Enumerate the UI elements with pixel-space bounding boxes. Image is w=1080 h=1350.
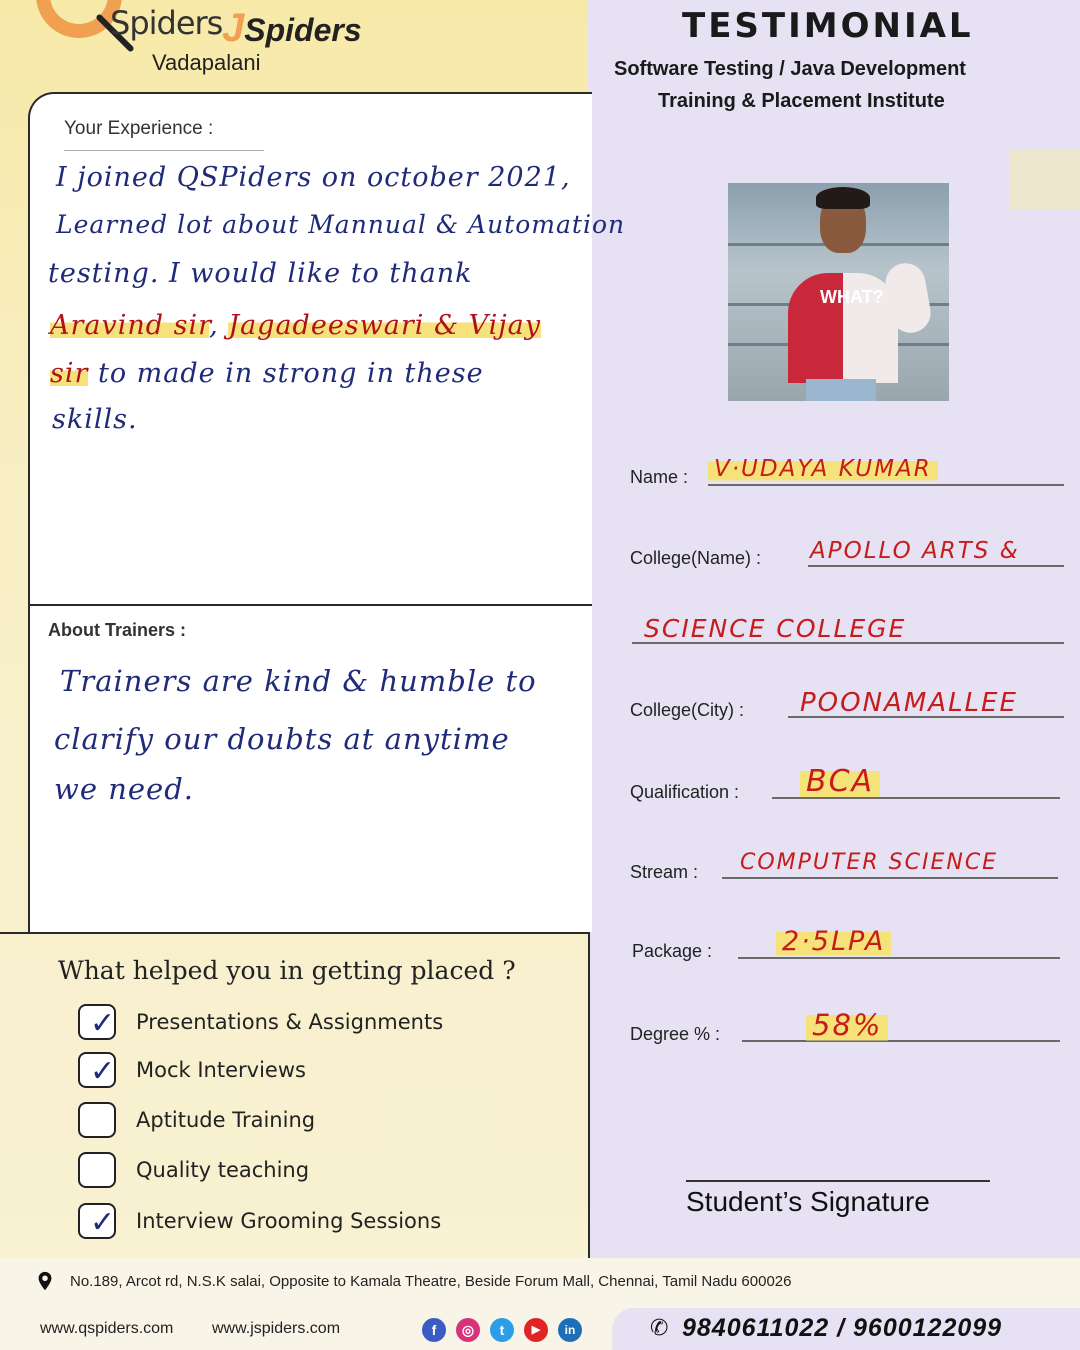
package-label: Package : — [632, 941, 713, 961]
name-highlight: V·UDAYA KUMAR — [708, 456, 938, 482]
jspiders-rest: Spiders — [244, 12, 362, 48]
checkmark-icon: ✓ — [90, 1205, 116, 1240]
degree-highlight: 58% — [806, 1008, 888, 1042]
package-underline — [738, 957, 1060, 959]
location-pin-icon — [34, 1270, 56, 1292]
experience-line-5 — [50, 358, 484, 389]
experience-label: Your Experience : — [64, 118, 214, 139]
instagram-icon[interactable]: ◎ — [456, 1318, 480, 1342]
college-city-value: POONAMALLEE — [800, 688, 1018, 718]
experience-label-underline — [64, 150, 264, 151]
checklist-item-label: Presentations & Assignments — [136, 1010, 444, 1034]
experience-line-1: I joined QSPiders on october 2021, — [56, 162, 571, 193]
experience-line-4 — [50, 310, 541, 341]
jspiders-wordmark — [222, 6, 362, 51]
experience-line-4-sep: , — [209, 310, 229, 341]
subtitle-line-2: Training & Placement Institute — [658, 90, 945, 112]
degree-value — [806, 1008, 888, 1042]
trainer-name-highlight-3: sir — [50, 358, 89, 389]
college-city-label: College(City) : — [630, 700, 745, 720]
trainer-name-highlight-1: Aravind sir — [50, 310, 210, 341]
degree-underline — [742, 1040, 1060, 1042]
experience-line-3: testing. I would like to thank — [48, 258, 473, 289]
experience-line-5-rest: to made in strong in these — [88, 358, 484, 389]
qualification-highlight: BCA — [800, 764, 880, 799]
college-name-label: College(Name) : — [630, 548, 762, 568]
website-link-qspiders[interactable]: www.qspiders.com — [40, 1320, 174, 1337]
college-name-value-2: SCIENCE COLLEGE — [644, 614, 907, 643]
branch-name: Vadapalani — [152, 50, 261, 75]
name-value — [708, 456, 938, 482]
checkmark-icon: ✓ — [90, 1006, 116, 1041]
checkbox[interactable] — [78, 1052, 116, 1088]
qualification-label: Qualification : — [630, 782, 740, 802]
name-underline — [708, 484, 1064, 486]
trainer-name-highlight-2: Jagadeeswari & Vijay — [228, 310, 541, 341]
experience-line-2: Learned lot about Mannual & Automation — [56, 210, 626, 239]
paper-strip — [1010, 150, 1080, 210]
checklist-title: What helped you in getting placed ? — [58, 956, 516, 985]
trainers-line-3: we need. — [54, 772, 194, 806]
jspiders-j-letter: J — [222, 6, 245, 50]
trainers-card — [28, 604, 592, 932]
person-hair — [816, 187, 870, 209]
college-name-value: APOLLO ARTS & — [810, 538, 1020, 564]
checkbox[interactable] — [78, 1152, 116, 1188]
qspiders-wordmark: Spiders — [110, 4, 223, 42]
signature-line — [686, 1180, 990, 1182]
checkbox[interactable] — [78, 1203, 116, 1239]
trainers-line-2: clarify our doubts at anytime — [54, 722, 510, 756]
hoodie-print: WHAT? — [820, 287, 884, 307]
person-jeans — [806, 379, 876, 401]
stream-value: COMPUTER SCIENCE — [740, 850, 999, 875]
phone-numbers[interactable]: 9840611022 / 9600122099 — [682, 1314, 1003, 1342]
checkmark-icon: ✓ — [90, 1054, 116, 1089]
package-value — [776, 926, 891, 957]
college-name-underline — [808, 565, 1064, 567]
stream-label: Stream : — [630, 862, 699, 882]
checklist-item-label: Quality teaching — [136, 1158, 310, 1182]
checklist-item-label: Mock Interviews — [136, 1058, 306, 1082]
linkedin-icon[interactable]: in — [558, 1318, 582, 1342]
signature-label: Student’s Signature — [686, 1186, 930, 1217]
student-photo — [728, 183, 949, 401]
footer-address: No.189, Arcot rd, N.S.K salai, Opposite to Kamala Theatre, Beside Forum Mall, Chennai, Tamil Nadu 600026 — [70, 1273, 792, 1290]
stream-underline — [722, 877, 1058, 879]
youtube-icon[interactable]: ▶ — [524, 1318, 548, 1342]
facebook-icon[interactable]: f — [422, 1318, 446, 1342]
subtitle-line-1: Software Testing / Java Development — [614, 58, 966, 80]
checklist-item-label: Interview Grooming Sessions — [136, 1209, 442, 1233]
experience-line-6: skills. — [52, 404, 138, 435]
checkbox[interactable] — [78, 1102, 116, 1138]
qualification-value — [800, 764, 880, 799]
degree-label: Degree % : — [630, 1024, 721, 1044]
package-highlight: 2·5LPA — [776, 926, 891, 957]
phone-icon: ✆ — [650, 1316, 669, 1341]
website-link-jspiders[interactable]: www.jspiders.com — [212, 1320, 341, 1337]
testimonial-title: TESTIMONIAL — [682, 6, 974, 46]
checklist-item-label: Aptitude Training — [136, 1108, 316, 1132]
trainers-label: About Trainers : — [48, 620, 187, 640]
twitter-icon[interactable]: t — [490, 1318, 514, 1342]
name-label: Name : — [630, 467, 689, 487]
checkbox[interactable] — [78, 1004, 116, 1040]
trainers-line-1: Trainers are kind & humble to — [60, 664, 537, 698]
